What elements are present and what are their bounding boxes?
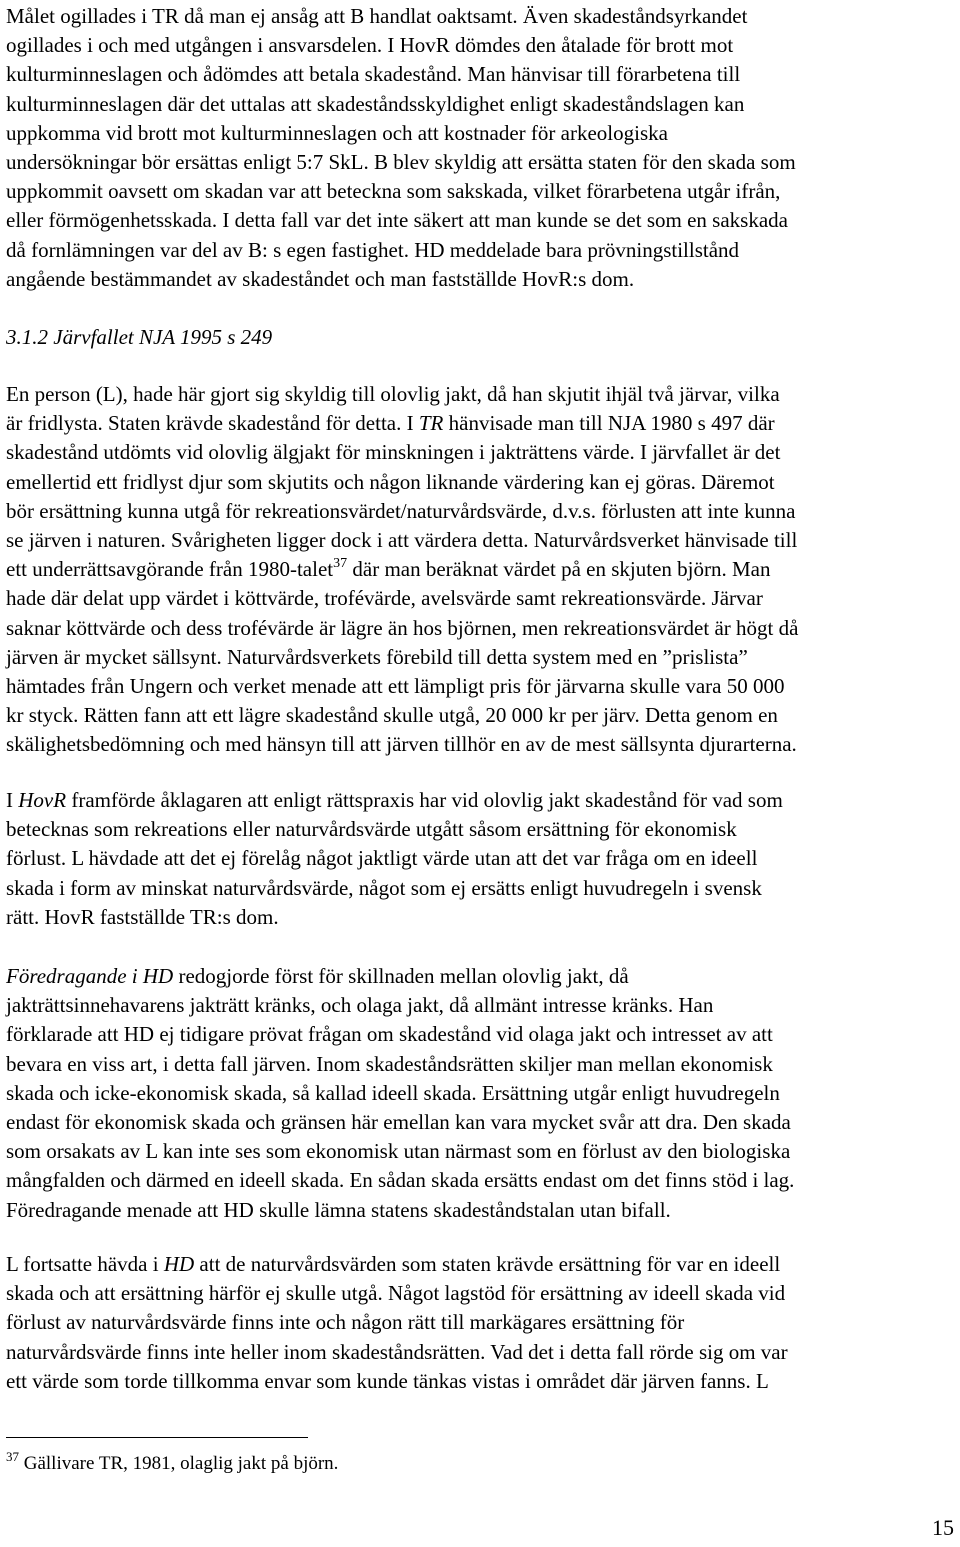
footnote-separator	[6, 1437, 308, 1438]
text-line: En person (L), hade här gjort sig skyldig till olovlig jakt, då han skjutit ihjäl två järvar, vilka	[6, 382, 780, 406]
text-line: uppkomma vid brott mot kulturminneslagen och att kostnader för arkeologiska	[6, 120, 668, 145]
text-line: skälighetsbedömning och med hänsyn till att järven tillhör en av de mest sällsynta djurarterna.	[6, 732, 797, 757]
text-line: hämtades från Ungern och verket menade att ett lämpligt pris för järvarna skulle vara 50 000	[6, 674, 785, 699]
text-segment: L fortsatte hävda i	[6, 1252, 164, 1276]
text-line	[6, 557, 770, 581]
text-line: rätt. HovR fastställde TR:s dom.	[6, 904, 279, 929]
text-line: naturvårdsvärde finns inte heller inom skadeståndsrätten. Vad det i detta fall rörde sig om var	[6, 1339, 788, 1364]
text-segment: redogjorde först för skillnaden mellan olovlig jakt, då	[173, 964, 629, 988]
text-line	[6, 1252, 780, 1276]
text-line: Målet ogillades i TR då man ej ansåg att B handlat oaktsamt. Även skadeståndsyrkandet	[6, 4, 748, 28]
page-number: 15	[932, 1515, 954, 1540]
text-line: uppkommit oavsett om skadan var att beteckna som sakskada, vilket förarbetena utgår ifrån,	[6, 179, 781, 204]
text-segment: att de naturvårdsvärden som staten krävde ersättning för var en ideell	[194, 1252, 781, 1276]
text-line: hade där delat upp värdet i köttvärde, trofévärde, avelsvärde samt rekreationsvärde. Järvar	[6, 586, 763, 611]
text-line: endast för ekonomisk skada och gränsen här emellan kan vara mycket svår att dra. Den skada	[6, 1110, 791, 1135]
italic-term: Föredragande i HD	[6, 964, 174, 988]
text-line: då fornlämningen var del av B: s egen fastighet. HD meddelade bara prövningstillstånd	[6, 237, 740, 262]
text-segment: där man beräknat värdet på en skjuten björn. Man	[347, 557, 771, 582]
italic-term: HovR	[18, 788, 67, 812]
text-line: bör ersättning kunna utgå för rekreationsvärdet/naturvårdsvärde, d.v.s. förlusten att inte kunna	[6, 498, 796, 523]
text-segment: hänvisade man till NJA 1980 s 497 där	[443, 411, 775, 436]
footnote-text: Gällivare TR, 1981, olaglig jakt på björn.	[19, 1453, 339, 1474]
paragraph-4	[6, 962, 958, 1225]
text-line: kr styck. Rätten fann att ett lägre skadestånd skulle utgå, 20 000 kr per järv. Detta genom en	[6, 703, 778, 728]
text-line	[6, 964, 629, 988]
paragraph-3	[6, 786, 958, 932]
footnote	[6, 1449, 339, 1476]
text-line: järven är mycket sällsynt. Naturvårdsverkets förebild till detta system med en ”prislista”	[6, 644, 748, 669]
paragraph-1	[6, 2, 958, 294]
text-line: ogillades i och med utgången i ansvarsdelen. I HovR dömdes den åtalade för brott mot	[6, 33, 734, 58]
text-line: undersökningar bör ersättas enligt 5:7 SkL. B blev skyldig att ersätta staten för den skada som	[6, 150, 796, 175]
text-line	[6, 411, 775, 435]
text-line	[6, 788, 783, 812]
text-line: kulturminneslagen och ådömdes att betala skadestånd. Man hänvisar till förarbetena till	[6, 62, 741, 87]
text-segment: I	[6, 788, 19, 812]
text-line: jakträttsinnehavarens jakträtt kränks, och olaga jakt, då allmänt intresse kränks. Han	[6, 993, 714, 1018]
text-line: ett värde som torde tillkomma envar som kunde tänkas vistas i området där järven fanns. L	[6, 1368, 769, 1393]
text-segment: ett underrättsavgörande från 1980-talet	[6, 557, 334, 582]
paragraph-2	[6, 380, 958, 760]
text-line: förklarade att HD ej tidigare prövat frågan om skadestånd vid olaga jakt och intresset av att	[6, 1022, 773, 1047]
text-line: mångfalden och därmed en ideell skada. En sådan skada ersätts endast om det finns stöd i lag.	[6, 1168, 795, 1193]
section-heading: 3.1.2 Järvfallet NJA 1995 s 249	[6, 325, 273, 349]
text-line: kulturminneslagen där det uttalas att skadeståndsskyldighet enligt skadeståndslagen kan	[6, 91, 745, 116]
text-line: som orsakats av L kan inte ses som ekonomisk utan närmast som en förlust av den biologiska	[6, 1139, 791, 1164]
text-line: skada och icke-ekonomisk skada, så kallad ideell skada. Ersättning utgår enligt huvudregeln	[6, 1080, 780, 1105]
text-line: bevara en viss art, i detta fall järven. Inom skadeståndsrätten skiljer man mellan ekonomisk	[6, 1051, 773, 1076]
footnote-reference[interactable]: 37	[333, 556, 348, 572]
text-line: förlust. L hävdade att det ej förelåg något jaktligt värde utan att det var fråga om en ideell	[6, 846, 758, 871]
text-line: angående bestämmandet av skadeståndet och man fastställde HovR:s dom.	[6, 266, 635, 291]
text-segment: framförde åklagaren att enligt rättspraxis har vid olovlig jakt skadestånd för vad som	[66, 788, 783, 812]
text-line: förlust av naturvårdsvärde finns inte och någon rätt till markägares ersättning för	[6, 1310, 685, 1335]
footnote-number: 37	[6, 1449, 19, 1464]
paragraph-5	[6, 1250, 958, 1396]
text-line: skadestånd utdömts vid olovlig älgjakt för minskningen i jakträttens värde. I järvfallet är det	[6, 440, 781, 465]
text-line: saknar köttvärde och dess trofévärde är lägre än hos björnen, men rekreationsvärdet är högt då	[6, 615, 799, 640]
text-line: skada och att ersättning härför ej skulle utgå. Något lagstöd för ersättning av ideell skada vid	[6, 1281, 786, 1306]
text-line: skada i form av minskat naturvårdsvärde, något som ej ersätts enligt huvudregeln i svensk	[6, 875, 762, 900]
text-line: Föredragande menade att HD skulle lämna statens skadeståndstalan utan bifall.	[6, 1197, 671, 1222]
italic-term: TR	[418, 411, 444, 436]
text-line: emellertid ett fridlyst djur som skjutits och någon liknande värdering kan ej göras. Däremot	[6, 469, 775, 494]
italic-term: HD	[163, 1252, 195, 1276]
text-line: eller förmögenhetsskada. I detta fall var det inte säkert att man kunde se det som en sakskada	[6, 208, 788, 233]
text-line: betecknas som rekreations eller naturvårdsvärde utgått såsom ersättning för ekonomisk	[6, 817, 737, 842]
text-line: se järven i naturen. Svårigheten ligger dock i att värdera detta. Naturvårdsverket hänvisade till	[6, 528, 798, 553]
text-segment: är fridlysta. Staten krävde skadestånd för detta. I	[6, 411, 419, 436]
